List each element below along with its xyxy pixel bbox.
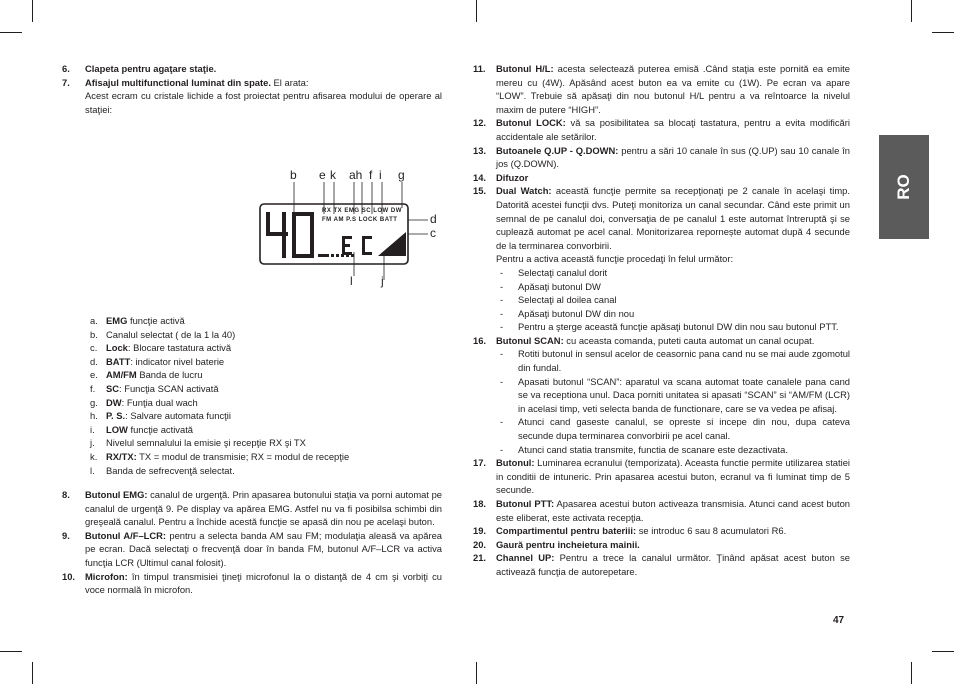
- item-number: 14.: [473, 171, 487, 183]
- left-column: [62, 62, 442, 116]
- item-number: 12.: [473, 117, 487, 129]
- item-title: Butonul SCAN:: [496, 334, 564, 346]
- item-title: Gaură pentru incheietura mainii.: [496, 538, 640, 550]
- item-title: Butonul H/L:: [496, 63, 554, 74]
- legend-text: : Salvare automata funcţii: [125, 410, 231, 422]
- scan-step-text: Apasati butonul “SCAN”: aparatul va scana automat toate canalele pana cand se va receptiona unul. Daca porniti unitatea si apasati “SCAN” si “AM/FM (LCR) in acelasi timp, veti selecta banda de functionare, care se va vedea pe afisaj.: [518, 375, 850, 414]
- crop-mark: [0, 651, 22, 652]
- item-text: Pentru a trece la canalul următor. Ţinând apăsat acest buton se activează funcţia de autorepetare.: [496, 552, 850, 577]
- crop-mark: [32, 0, 33, 22]
- legend-letter: f.: [90, 382, 96, 394]
- legend-letter: l.: [90, 464, 95, 476]
- lcd-fm: FM: [322, 217, 332, 223]
- lcd-row1: [322, 208, 402, 214]
- dw-step: - Selectaţi canalul dorit: [496, 266, 850, 280]
- legend-bold: P. S.: [106, 410, 126, 422]
- item-number: 8.: [62, 489, 70, 500]
- legend-letter: b.: [90, 328, 98, 340]
- dw-step-text: Apăsaţi butonul DW: [518, 280, 601, 292]
- item-text: pentru a selecta banda AM sau FM; modulaţia aleasă va apărea pe ecran. Dacă selectaţi o frecvenţă doar în banda FM, butonul A/F–LCR va activa funcţia LCR (Ultimul canal folosit).: [85, 529, 443, 568]
- legend-bold: Lock: [106, 342, 128, 354]
- legend-item: [90, 450, 420, 464]
- lcd-emg: EMG: [344, 208, 360, 214]
- lcd-am: AM: [333, 217, 344, 223]
- item-number: 17.: [473, 457, 487, 469]
- item-text: în timpul transmisiei ţineţi microfonul la o distanţă de 4 cm şi vorbiţi cu voce normală în microfon.: [85, 570, 442, 596]
- scan-step-text: Atunci cand statia transmite, functia de scanare este dezactivata.: [518, 443, 788, 455]
- callout-g: g: [398, 168, 405, 182]
- legend-text: funcţie activată: [127, 423, 194, 435]
- legend-bold: BATT: [106, 355, 131, 367]
- item-number: 11.: [473, 63, 486, 74]
- legend-item: [90, 464, 420, 478]
- legend-letter: g.: [90, 396, 98, 408]
- item-title: Butonul A/F–LCR:: [85, 529, 167, 541]
- legend-item: [90, 409, 420, 423]
- lcd-illustration: [258, 168, 448, 288]
- callout-l: l: [350, 274, 353, 288]
- lcd-sc: SC: [361, 208, 372, 214]
- item-11: [473, 62, 850, 116]
- item-number: 15.: [473, 185, 487, 197]
- scan-step-text: Rotiti butonul in sensul acelor de ceasornic pana cand nu se mai aude zgomotul din fundal.: [518, 348, 850, 374]
- right-column: [473, 62, 850, 579]
- item-number: 18.: [473, 498, 487, 509]
- left-column-bottom: [62, 488, 442, 597]
- legend-item: [90, 328, 420, 342]
- scan-step: - Apasati butonul “SCAN”: aparatul va scana automat toate canalele pana cand se va receptiona unul. Daca porniti unitatea si apasati “SCAN” si “AM/FM (LCR) in acelasi timp, veti selecta banda de functionare, care se va vedea pe afisaj.: [500, 375, 850, 414]
- legend-letter: c.: [90, 342, 98, 354]
- legend-text: : Blocare tastatura activă: [127, 342, 232, 354]
- item-21: [473, 551, 850, 578]
- lcd-lock: LOCK: [358, 217, 378, 223]
- dw-step-text: Selectaţi canalul dorit: [518, 266, 608, 278]
- item-number: 9.: [62, 529, 70, 541]
- item-10: [62, 570, 442, 597]
- lcd-dw: DW: [390, 208, 402, 214]
- legend-item: [90, 355, 420, 369]
- legend-bold: LOW: [106, 423, 128, 435]
- item-20: [473, 538, 850, 552]
- item-number: 6.: [62, 63, 70, 74]
- item-19: [473, 524, 850, 538]
- lcd-batt: BATT: [379, 217, 398, 223]
- item-number: 7.: [62, 76, 70, 88]
- item-6: [62, 62, 442, 76]
- crop-mark: [911, 0, 912, 22]
- dw-step-text: Selectaţi al doilea canal: [518, 294, 617, 306]
- dw-step: - Apăsaţi butonul DW din nou: [496, 307, 850, 321]
- item-13: [473, 144, 850, 171]
- dw-step: - Apăsaţi butonul DW: [496, 280, 850, 294]
- item-text: Luminarea ecranului (temporizata). Aceasta functie permite utilizarea statiei in conditii de intuneric. Prin apasarea acestui buton, ecranul va fi luminat timp de 5 secunde.: [496, 457, 850, 496]
- dw-step-text: Pentru a şterge această funcţie apăsaţi butonul DW din nou sau butonul PTT.: [518, 321, 839, 333]
- legend-text: Canalul selectat ( de la 1 la 40): [106, 328, 236, 340]
- item-text: El arata:: [270, 76, 309, 88]
- legend-item: [90, 368, 420, 382]
- item-title: Butonul:: [496, 457, 535, 469]
- callout-k: k: [330, 168, 336, 182]
- item-description: Acest ecram cu cristale lichide a fost proiectat pentru afisarea modului de operare al staţiei:: [85, 90, 442, 115]
- item-title: Butonul PTT:: [496, 498, 555, 509]
- lcd-low: LOW: [373, 208, 389, 214]
- lcd-legend: [90, 314, 420, 477]
- lcd-row2: [322, 217, 397, 223]
- legend-text: TX = modul de transmisie; RX = modul de recepţie: [136, 450, 350, 462]
- legend-text: : Funţia dual wach: [121, 396, 198, 408]
- item-12: [473, 116, 850, 143]
- item-title: Microfon:: [85, 570, 128, 582]
- item-9: [62, 529, 442, 570]
- crop-mark: [476, 662, 477, 684]
- legend-text: funcţie activă: [127, 315, 185, 326]
- legend-item: [90, 396, 420, 410]
- legend-letter: i.: [90, 423, 95, 435]
- legend-text: : Funcţia SCAN activată: [119, 382, 219, 394]
- item-title: Butonul LOCK:: [496, 117, 566, 129]
- item-text: pentru a sări 10 canale în sus (Q.UP) sau 10 canale în jos (Q.DOWN).: [496, 144, 850, 170]
- scan-step: - Rotiti butonul in sensul acelor de ceasornic pana cand nu se mai aude zgomotul din fundal.: [500, 348, 850, 374]
- lcd-ps: P.S: [346, 217, 357, 223]
- item-title: Compartimentul pentru bateriii:: [496, 525, 637, 537]
- item-number: 20.: [473, 538, 487, 550]
- legend-text: Banda de sefrecvenţă selectat.: [106, 464, 235, 476]
- item-16: [473, 334, 850, 456]
- crop-mark: [932, 651, 954, 652]
- legend-letter: h.: [90, 410, 98, 422]
- item-17: [473, 456, 850, 497]
- item-number: 13.: [473, 144, 487, 156]
- item-18: [473, 497, 850, 524]
- callout-i: i: [379, 168, 382, 182]
- callout-j: j: [381, 274, 384, 288]
- item-title: Butoanele Q.UP - Q.DOWN:: [496, 144, 619, 156]
- crop-mark: [911, 662, 912, 684]
- scan-step: - Atunci cand gaseste canalul, se opreste si incepe din nou, dupa cateva secunde dupa terminarea convorbirii pe acel canal.: [500, 416, 850, 442]
- legend-item: [90, 436, 420, 450]
- callout-f: f: [369, 168, 373, 182]
- item-7: [62, 76, 442, 117]
- dw-step-text: Apăsaţi butonul DW din nou: [518, 307, 635, 319]
- page-number: 47: [833, 615, 845, 626]
- language-tab-label: RO: [894, 174, 913, 200]
- callout-d: d: [430, 212, 437, 226]
- item-text: acesta selectează puterea emisă .Când staţia este pornită ea emite mereu cu (4W). Apăsând acest buton ea va emite cu (1W). Pe ecran va apare “LOW”. Trebuie să apăsaţi din nou butonul H/L pentru a va reîntoarce la nivelul maxim de putere “HIGH”.: [496, 63, 850, 115]
- item-number: 10.: [62, 570, 76, 582]
- legend-bold: SC: [106, 382, 120, 394]
- item-title: Butonul EMG:: [85, 489, 148, 500]
- crop-mark: [476, 0, 477, 22]
- item-text: canalul de urgenţă. Prin apasarea butonului staţia va porni automat pe canalul de urgenţă 9. Pe display va apărea EMG. Astfel nu va fi posibilsa schimbi din greşeală canalul. Pentru a închide acestă funcţie se apasă din nou pe acelaşi buton.: [85, 489, 442, 528]
- legend-bold: DW: [106, 396, 122, 408]
- item-title: Channel UP:: [496, 552, 555, 564]
- item-number: 19.: [473, 525, 487, 537]
- legend-item: [90, 341, 420, 355]
- crop-mark: [932, 32, 954, 33]
- legend-text: Nivelul semnalului la emisie şi recepţie RX şi TX: [106, 437, 306, 449]
- scan-step-text: Atunci cand gaseste canalul, se opreste si incepe din nou, dupa cateva secunde dupa terminarea convorbirii pe acel canal.: [518, 416, 850, 442]
- item-text: vă sa posibilitatea sa blocaţi tastatura, pentru a evita modificări accidentale ale setărilor.: [496, 117, 850, 142]
- item-14: [473, 171, 850, 185]
- crop-mark: [0, 32, 22, 33]
- dw-step: - Selectaţi al doilea canal: [496, 293, 850, 307]
- item-text: Apasarea acestui buton activeaza transmisia. Atunci cand acest buton este eliberat, este activata recepţia.: [496, 498, 851, 523]
- language-tab: [879, 135, 929, 239]
- legend-item: [90, 382, 420, 396]
- item-15: [473, 184, 850, 334]
- item-title: Dual Watch:: [496, 185, 552, 197]
- item-text: cu aceasta comanda, puteti cauta automat un canal ocupat.: [563, 334, 815, 346]
- item-title: Clapeta pentru agaţare staţie.: [85, 63, 217, 74]
- legend-text: Banda de lucru: [136, 369, 203, 381]
- lcd-tx: TX: [333, 208, 343, 214]
- item-text: se introduc 6 sau 8 acumulatori R6.: [636, 525, 787, 537]
- lcd-rx: RX: [322, 208, 332, 214]
- item-number: 16.: [473, 334, 487, 346]
- item-title: Afisajul multifunctional luminat din spate.: [85, 76, 271, 88]
- legend-bold: RX/TX:: [106, 450, 137, 462]
- dw-intro: Pentru a activa această funcţie procedaţi în felul următor:: [496, 253, 734, 265]
- scan-step: - Atunci cand statia transmite, functia de scanare este dezactivata.: [496, 443, 850, 457]
- callout-e: e: [319, 168, 326, 182]
- callout-ah: ah: [349, 168, 363, 182]
- legend-letter: j.: [90, 437, 95, 449]
- legend-bold: EMG: [106, 315, 128, 326]
- legend-letter: a.: [90, 315, 98, 326]
- legend-item: [90, 423, 420, 437]
- legend-item: [90, 314, 420, 328]
- legend-letter: e.: [90, 369, 98, 381]
- lcd-diagram: [258, 168, 448, 288]
- crop-mark: [32, 662, 33, 684]
- legend-bold: AM/FM: [106, 369, 137, 381]
- legend-letter: k.: [90, 450, 98, 462]
- callout-c: c: [430, 226, 436, 240]
- item-text: această funcţie permite sa recepţionaţi pe 2 canale în acelaşi timp. Datorită acestei funcţii dvs. Puteţi monitoriza un canal secundar. Când este primit un semnal de pe canalul doi, conversaţia de pe canalul 1 este automat întreruptă şi se cuplează automat pe acel canal. Monitorizarea repornește automat după 4 secunde de la terminarea convorbirii.: [496, 185, 850, 251]
- legend-text: : indicator nivel baterie: [130, 355, 225, 367]
- item-8: [62, 488, 442, 529]
- callout-b: b: [290, 168, 297, 182]
- item-title: Difuzor: [496, 171, 529, 183]
- legend-letter: d.: [90, 355, 98, 367]
- dw-step: - Pentru a şterge această funcţie apăsaţi butonul DW din nou sau butonul PTT.: [496, 320, 850, 334]
- item-number: 21.: [473, 552, 487, 564]
